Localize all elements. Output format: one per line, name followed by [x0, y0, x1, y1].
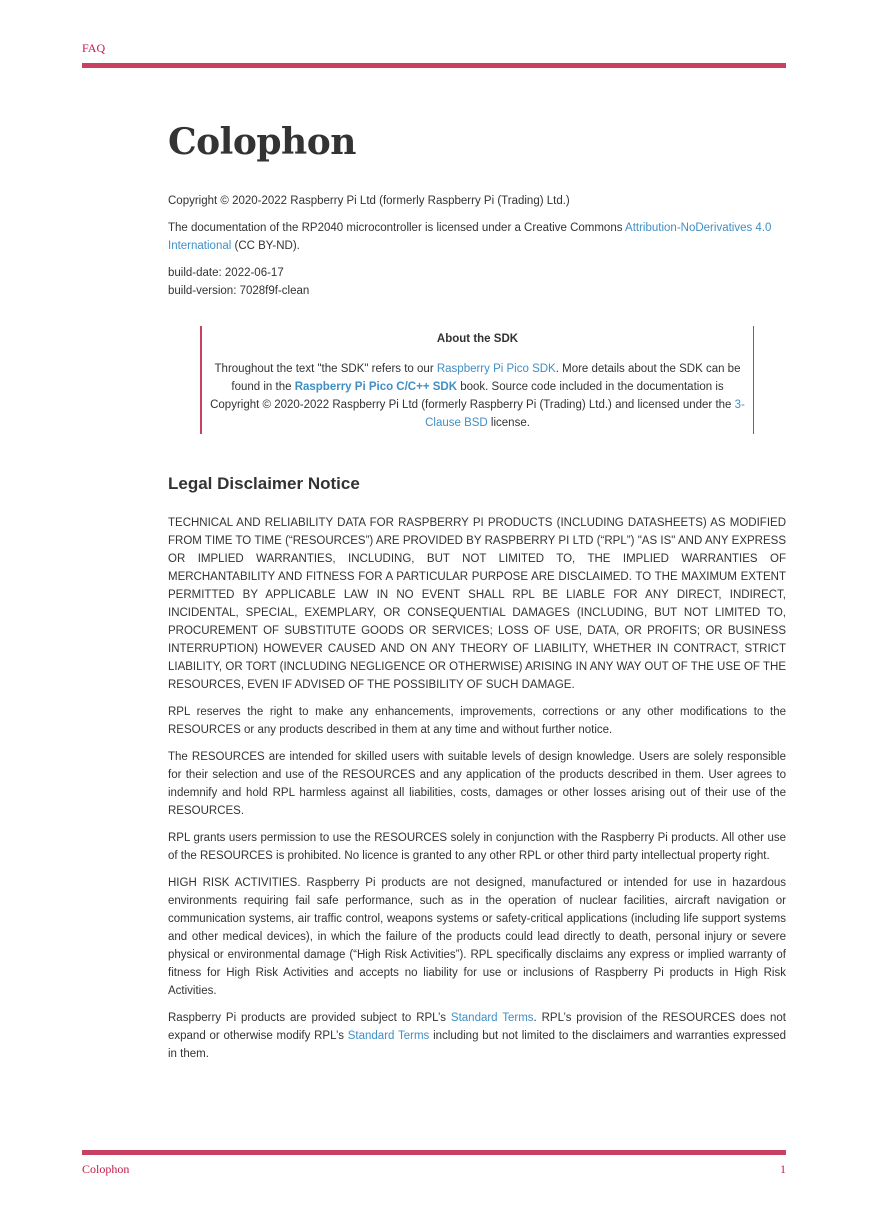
license-link[interactable]: Attribution-NoDerivatives 4.0 International	[168, 222, 772, 252]
legal-paragraph-6	[168, 1009, 786, 1063]
page-content	[168, 118, 786, 1072]
sidebar-text-3: book. Source code included in the documentation is Copyright © 2020-2022 Raspberry Pi Ltd (formerly Raspberry Pi (Trading) Ltd.) and licensed under the	[210, 381, 735, 411]
legal-paragraph-2: RPL reserves the right to make any enhancements, improvements, corrections or any other modifications to the RESOURCES or any products described in them at any time and without further notice.	[168, 706, 786, 736]
bsd-license-link[interactable]: 3-Clause BSD	[425, 399, 745, 429]
page-number: 1	[780, 1162, 786, 1176]
legal-heading: Legal Disclaimer Notice	[168, 474, 360, 493]
footer-rule	[82, 1150, 786, 1155]
sidebar-text-2: . More details about the SDK can be found in the	[231, 363, 741, 393]
build-info	[168, 264, 786, 300]
license-paragraph	[168, 219, 786, 255]
build-date: build-date: 2022-06-17	[168, 267, 284, 279]
legal-paragraph-1: TECHNICAL AND RELIABILITY DATA FOR RASPBERRY PI PRODUCTS (INCLUDING DATASHEETS) AS MODIFIED FROM TIME TO TIME (“RESOURCES”) ARE PROVIDED BY RASPBERRY PI LTD (“RPL”) "AS IS" AND ANY EXPRESS OR IMPLIED WARRANTIES, INCLUDING, BUT NOT LIMITED TO, THE IMPLIED WARRANTIES OF MERCHANTABILITY AND FITNESS FOR A PARTICULAR PURPOSE ARE DISCLAIMED. TO THE MAXIMUM EXTENT PERMITTED BY APPLICABLE LAW IN NO EVENT SHALL RPL BE LIABLE FOR ANY DIRECT, INDIRECT, INCIDENTAL, SPECIAL, EXEMPLARY, OR CONSEQUENTIAL DAMAGES (INCLUDING, BUT NOT LIMITED TO, PROCUREMENT OF SUBSTITUTE GOODS OR SERVICES; LOSS OF USE, DATA, OR PROFITS; OR BUSINESS INTERRUPTION) HOWEVER CAUSED AND ON ANY THEORY OF LIABILITY, WHETHER IN CONTRACT, STRICT LIABILITY, OR TORT (INCLUDING NEGLIGENCE OR OTHERWISE) ARISING IN ANY WAY OUT OF THE USE OF THE RESOURCES, EVEN IF ADVISED OF THE POSSIBILITY OF SUCH DAMAGE.	[168, 517, 786, 691]
license-text-before: The documentation of the RP2040 microcontroller is licensed under a Creative Commons	[168, 222, 626, 234]
legal-p6-text-3: including but not limited to the disclaimers and warranties expressed in them.	[168, 1030, 786, 1060]
header-rule	[82, 63, 786, 68]
running-header-label: FAQ	[82, 41, 106, 55]
about-sdk-sidebar	[200, 326, 754, 434]
pico-sdk-link[interactable]: Raspberry Pi Pico SDK	[436, 363, 556, 375]
standard-terms-link-1[interactable]: Standard Terms	[450, 1012, 534, 1024]
license-text-after: (CC BY-ND).	[231, 240, 300, 252]
sidebar-text-4: license.	[487, 417, 530, 429]
build-version: build-version: 7028f9f-clean	[168, 285, 310, 297]
running-footer-label: Colophon	[82, 1162, 130, 1176]
legal-p6-text-1: Raspberry Pi products are provided subject to RPL’s	[168, 1012, 451, 1024]
sidebar-text	[210, 360, 745, 432]
legal-paragraph-5: HIGH RISK ACTIVITIES. Raspberry Pi products are not designed, manufactured or intended for use in hazardous environments requiring fail safe performance, such as in the operation of nuclear facilities, aircraft navigation or communication systems, air traffic control, weapons systems or safety-critical applications (including life support systems and other medical devices), in which the failure of the products could lead directly to death, personal injury or severe physical or environmental damage (“High Risk Activities”). RPL specifically disclaims any express or implied warranty of fitness for High Risk Activities and accepts no liability for use or inclusions of Raspberry Pi products in High Risk Activities.	[168, 877, 786, 997]
copyright-text: Copyright © 2020-2022 Raspberry Pi Ltd (formerly Raspberry Pi (Trading) Ltd.)	[168, 195, 570, 207]
legal-paragraph-4: RPL grants users permission to use the RESOURCES solely in conjunction with the Raspberry Pi products. All other use of the RESOURCES is prohibited. No licence is granted to any other RPL or other third party intellectual property right.	[168, 832, 786, 862]
page-title: Colophon	[168, 121, 356, 163]
sidebar-text-1: Throughout the text "the SDK" refers to our	[214, 363, 437, 375]
pico-c-sdk-book-link[interactable]: Raspberry Pi Pico C/C++ SDK	[294, 381, 458, 393]
sidebar-title: About the SDK	[436, 333, 519, 345]
standard-terms-link-2[interactable]: Standard Terms	[347, 1030, 430, 1042]
legal-paragraph-3: The RESOURCES are intended for skilled users with suitable levels of design knowledge. Users are solely responsible for their selection and use of the RESOURCES and any application of the products described in them. User agrees to indemnify and hold RPL harmless against all liabilities, costs, damages or other losses arising out of their use of the RESOURCES.	[168, 751, 786, 817]
legal-p6-text-2: . RPL’s provision of the RESOURCES does not expand or otherwise modify RPL’s	[168, 1012, 787, 1042]
